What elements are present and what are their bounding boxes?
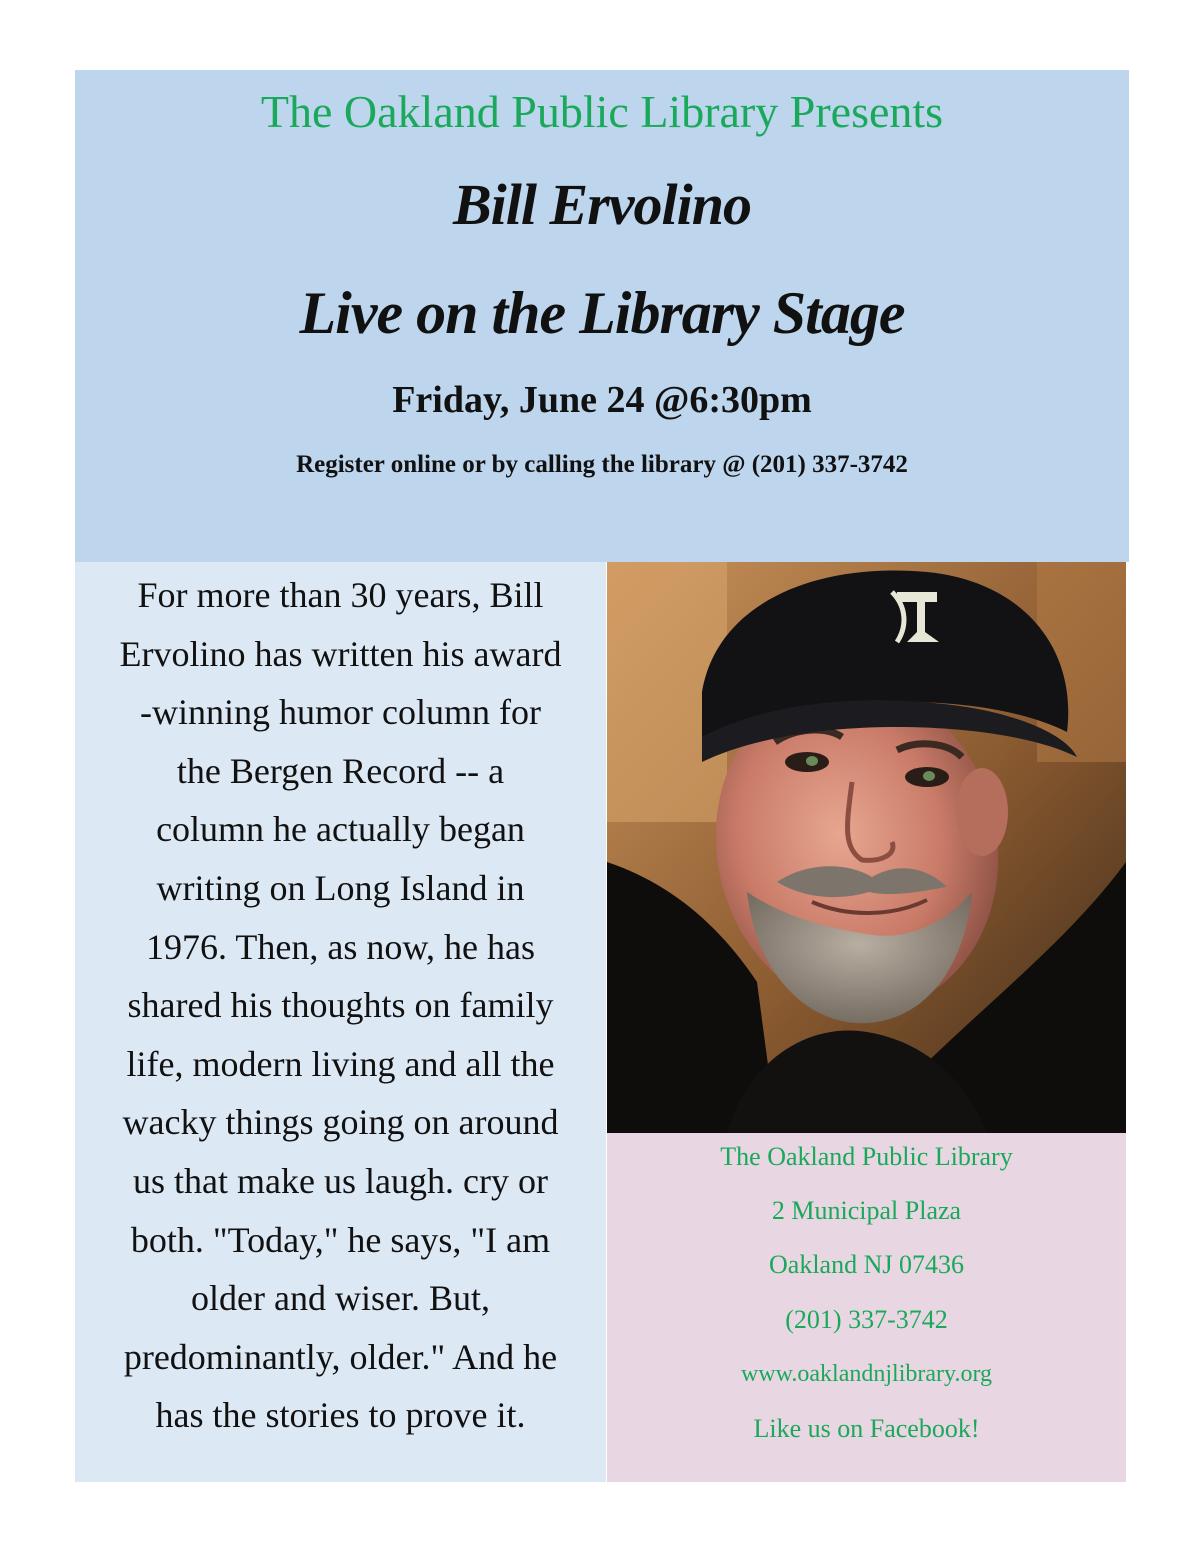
bio-line: us that make us laugh. cry or: [133, 1160, 548, 1201]
bio-line: writing on Long Island in: [156, 867, 525, 908]
event-title: Live on the Library Stage: [299, 280, 905, 346]
bio-line: 1976. Then, as now, he has: [146, 926, 535, 967]
bio-panel: [75, 562, 606, 1482]
library-city: Oakland NJ 07436: [769, 1250, 964, 1279]
performer-photo: [607, 562, 1126, 1133]
library-name: The Oakland Public Library: [720, 1142, 1013, 1171]
bio-line: shared his thoughts on family: [127, 985, 554, 1026]
performer-portrait-illustration: [607, 562, 1126, 1133]
library-phone: (201) 337-3742: [785, 1305, 948, 1334]
event-date-time: Friday, June 24 @6:30pm: [392, 379, 812, 421]
bio-line: life, modern living and all the: [126, 1043, 555, 1084]
bio-line: Ervolino has written his award: [119, 633, 562, 674]
bio-line: column he actually began: [156, 809, 525, 850]
registration-note: Register online or by calling the library @ (201) 337-3742: [296, 451, 908, 478]
bio-line: older and wiser. But,: [191, 1278, 490, 1319]
bio-line: both. "Today," he says, "I am: [130, 1219, 551, 1260]
bio-line: For more than 30 years, Bill: [137, 575, 544, 615]
bio-line: the Bergen Record -- a: [176, 750, 505, 791]
presenter-line: The Oakland Public Library Presents: [260, 86, 944, 137]
bio-line: -winning humor column for: [140, 692, 541, 733]
bio-text: [75, 566, 606, 1445]
bio-line: predominantly, older." And he: [123, 1336, 558, 1377]
bio-line: has the stories to prove it.: [155, 1395, 526, 1436]
event-header: [75, 70, 1129, 562]
bio-line: wacky things going on around: [122, 1102, 559, 1143]
library-info-panel: [607, 1133, 1126, 1482]
library-street: 2 Municipal Plaza: [771, 1196, 962, 1225]
performer-name: Bill Ervolino: [452, 172, 751, 237]
library-website-link[interactable]: www.oaklandnjlibrary.org: [740, 1361, 993, 1387]
facebook-note[interactable]: Like us on Facebook!: [753, 1414, 980, 1443]
